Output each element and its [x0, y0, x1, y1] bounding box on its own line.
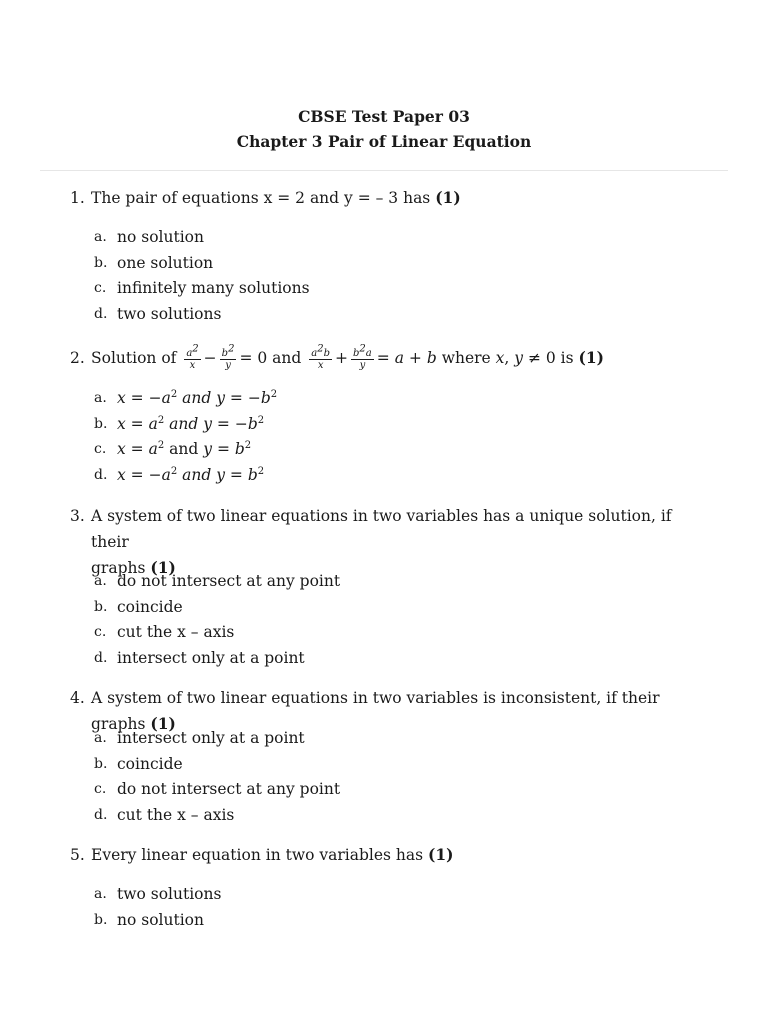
options-q3 [94, 569, 694, 671]
question-marks: (1) [578, 348, 604, 367]
question-text-is: is [560, 349, 574, 367]
equation-fraction: $\frac{a^2}{x}$ [186, 343, 199, 371]
test-paper-page: CBSE Test Paper 03 Chapter 3 Pair of Linear Equation 1. The pair of equations x = 2 and y = – 3 has (1) a. no solution b. one solution c. infinitely many solutions d. two solutions 2. Solution of $\frac{a^2}{x}$ − $\frac{b^2}{y}$ = 0 and $\frac{a^2b}{x}$ + $\frac{b^2a}{y}$ = a + b where x, y ≠ 0 is (1) a. $x = -a^2$ and $y = -b^2$ b. $x = a^2$ and $y = -b^2$ c. $x = a^2$ and $y = b^2$ d. $x = -a^2$ and $y = b^2$ 3. A system of two linear equations in two variables has a unique solution, if their graphs (1) a. do not intersect at any point b. coincide c. cut the x – axis d. intersect only at a point 4. A system of two linear equations in two variables is inconsistent, if their graphs (1) a. intersect only at a point b. coincide c. do not intersect at any point d. cut the x – axis 5. Every linear equation in two variables has (1) a. two solutions b. no solution [0, 0, 768, 1024]
option-a[interactable] [94, 726, 694, 752]
option-c[interactable] [94, 437, 694, 463]
question-marks: (1) [150, 714, 176, 733]
options-q5 [94, 882, 694, 933]
option-letter: c. [94, 624, 107, 641]
question-text: A system of two linear equations in two variables has a unique solution, if their [91, 507, 672, 551]
option-letter: a. [94, 229, 107, 245]
options-q2 [94, 386, 694, 488]
option-text: infinitely many solutions [117, 279, 310, 298]
question-marks: (1) [435, 188, 461, 207]
option-math: $x = a^2$ and $y = -b^2$ [117, 414, 265, 433]
option-letter: d. [94, 649, 108, 666]
option-letter: a. [94, 573, 107, 589]
question-number: 2. [70, 349, 85, 367]
equation-fraction: $\frac{a^2b}{x}$ [311, 343, 331, 371]
option-letter: b. [94, 755, 108, 772]
option-d[interactable] [94, 803, 694, 829]
option-b[interactable] [94, 752, 694, 778]
option-letter: b. [94, 911, 108, 928]
option-c[interactable] [94, 620, 694, 646]
option-math: $x = a^2$ and $y = b^2$ [117, 440, 252, 459]
option-text: two solutions [117, 304, 222, 323]
question-text: The pair of equations x = 2 and y = – 3 has [91, 189, 431, 207]
option-text: cut the x – axis [117, 623, 235, 642]
option-letter: a. [94, 730, 107, 746]
paper-title: CBSE Test Paper 03 [298, 107, 470, 126]
chapter-title: Chapter 3 Pair of Linear Equation [236, 132, 532, 151]
equation-fraction: $\frac{b^2a}{y}$ [353, 343, 372, 371]
question-marks: (1) [150, 558, 176, 577]
option-d[interactable] [94, 302, 694, 328]
option-letter: d. [94, 466, 108, 483]
option-text: two solutions [117, 885, 222, 903]
option-letter: a. [94, 886, 107, 902]
question-number: 5. [70, 846, 85, 864]
option-a[interactable] [94, 882, 694, 908]
question-text-and: and [272, 349, 302, 367]
option-a[interactable] [94, 569, 694, 595]
options-q1 [94, 225, 694, 327]
question-text-where: where [441, 349, 491, 367]
option-b[interactable] [94, 595, 694, 621]
option-letter: c. [94, 781, 107, 798]
option-text: no solution [117, 910, 204, 929]
option-a[interactable] [94, 225, 694, 251]
option-text: no solution [117, 228, 204, 246]
option-letter: b. [94, 415, 108, 432]
option-letter: d. [94, 305, 108, 322]
header-divider [40, 170, 728, 171]
option-text: do not intersect at any point [117, 780, 341, 799]
question-text: graphs [91, 559, 146, 577]
question-text: Every linear equation in two variables has [91, 846, 424, 864]
question-number: 3. [70, 507, 85, 525]
option-b[interactable] [94, 908, 694, 934]
question-text: Solution of [91, 349, 177, 367]
option-text: one solution [117, 253, 214, 272]
option-letter: c. [94, 441, 107, 458]
option-c[interactable] [94, 777, 694, 803]
option-text: coincide [117, 597, 183, 616]
equation-fraction: $\frac{b^2}{y}$ [221, 343, 235, 371]
question-number: 1. [70, 189, 85, 207]
option-text: intersect only at a point [117, 729, 305, 747]
option-math: $x = -a^2$ and $y = -b^2$ [117, 388, 278, 407]
option-text: do not intersect at any point [117, 572, 341, 590]
option-d[interactable] [94, 463, 694, 489]
question-text: A system of two linear equations in two variables is inconsistent, if their graphs [91, 689, 660, 733]
option-text: cut the x – axis [117, 805, 235, 824]
option-math: $x = -a^2$ and $y = b^2$ [117, 465, 265, 484]
option-text: coincide [117, 754, 183, 773]
option-letter: b. [94, 598, 108, 615]
option-c[interactable] [94, 276, 694, 302]
question-3 [70, 503, 710, 577]
option-word-and: and [169, 440, 199, 459]
option-b[interactable] [94, 412, 694, 438]
question-marks: (1) [428, 845, 454, 864]
option-d[interactable] [94, 646, 694, 672]
option-text: intersect only at a point [117, 648, 305, 667]
options-q4 [94, 726, 694, 828]
option-letter: d. [94, 806, 108, 823]
question-number: 4. [70, 689, 85, 707]
option-letter: a. [94, 390, 107, 406]
option-letter: b. [94, 254, 108, 271]
option-a[interactable] [94, 386, 694, 412]
option-b[interactable] [94, 251, 694, 277]
option-letter: c. [94, 280, 107, 297]
